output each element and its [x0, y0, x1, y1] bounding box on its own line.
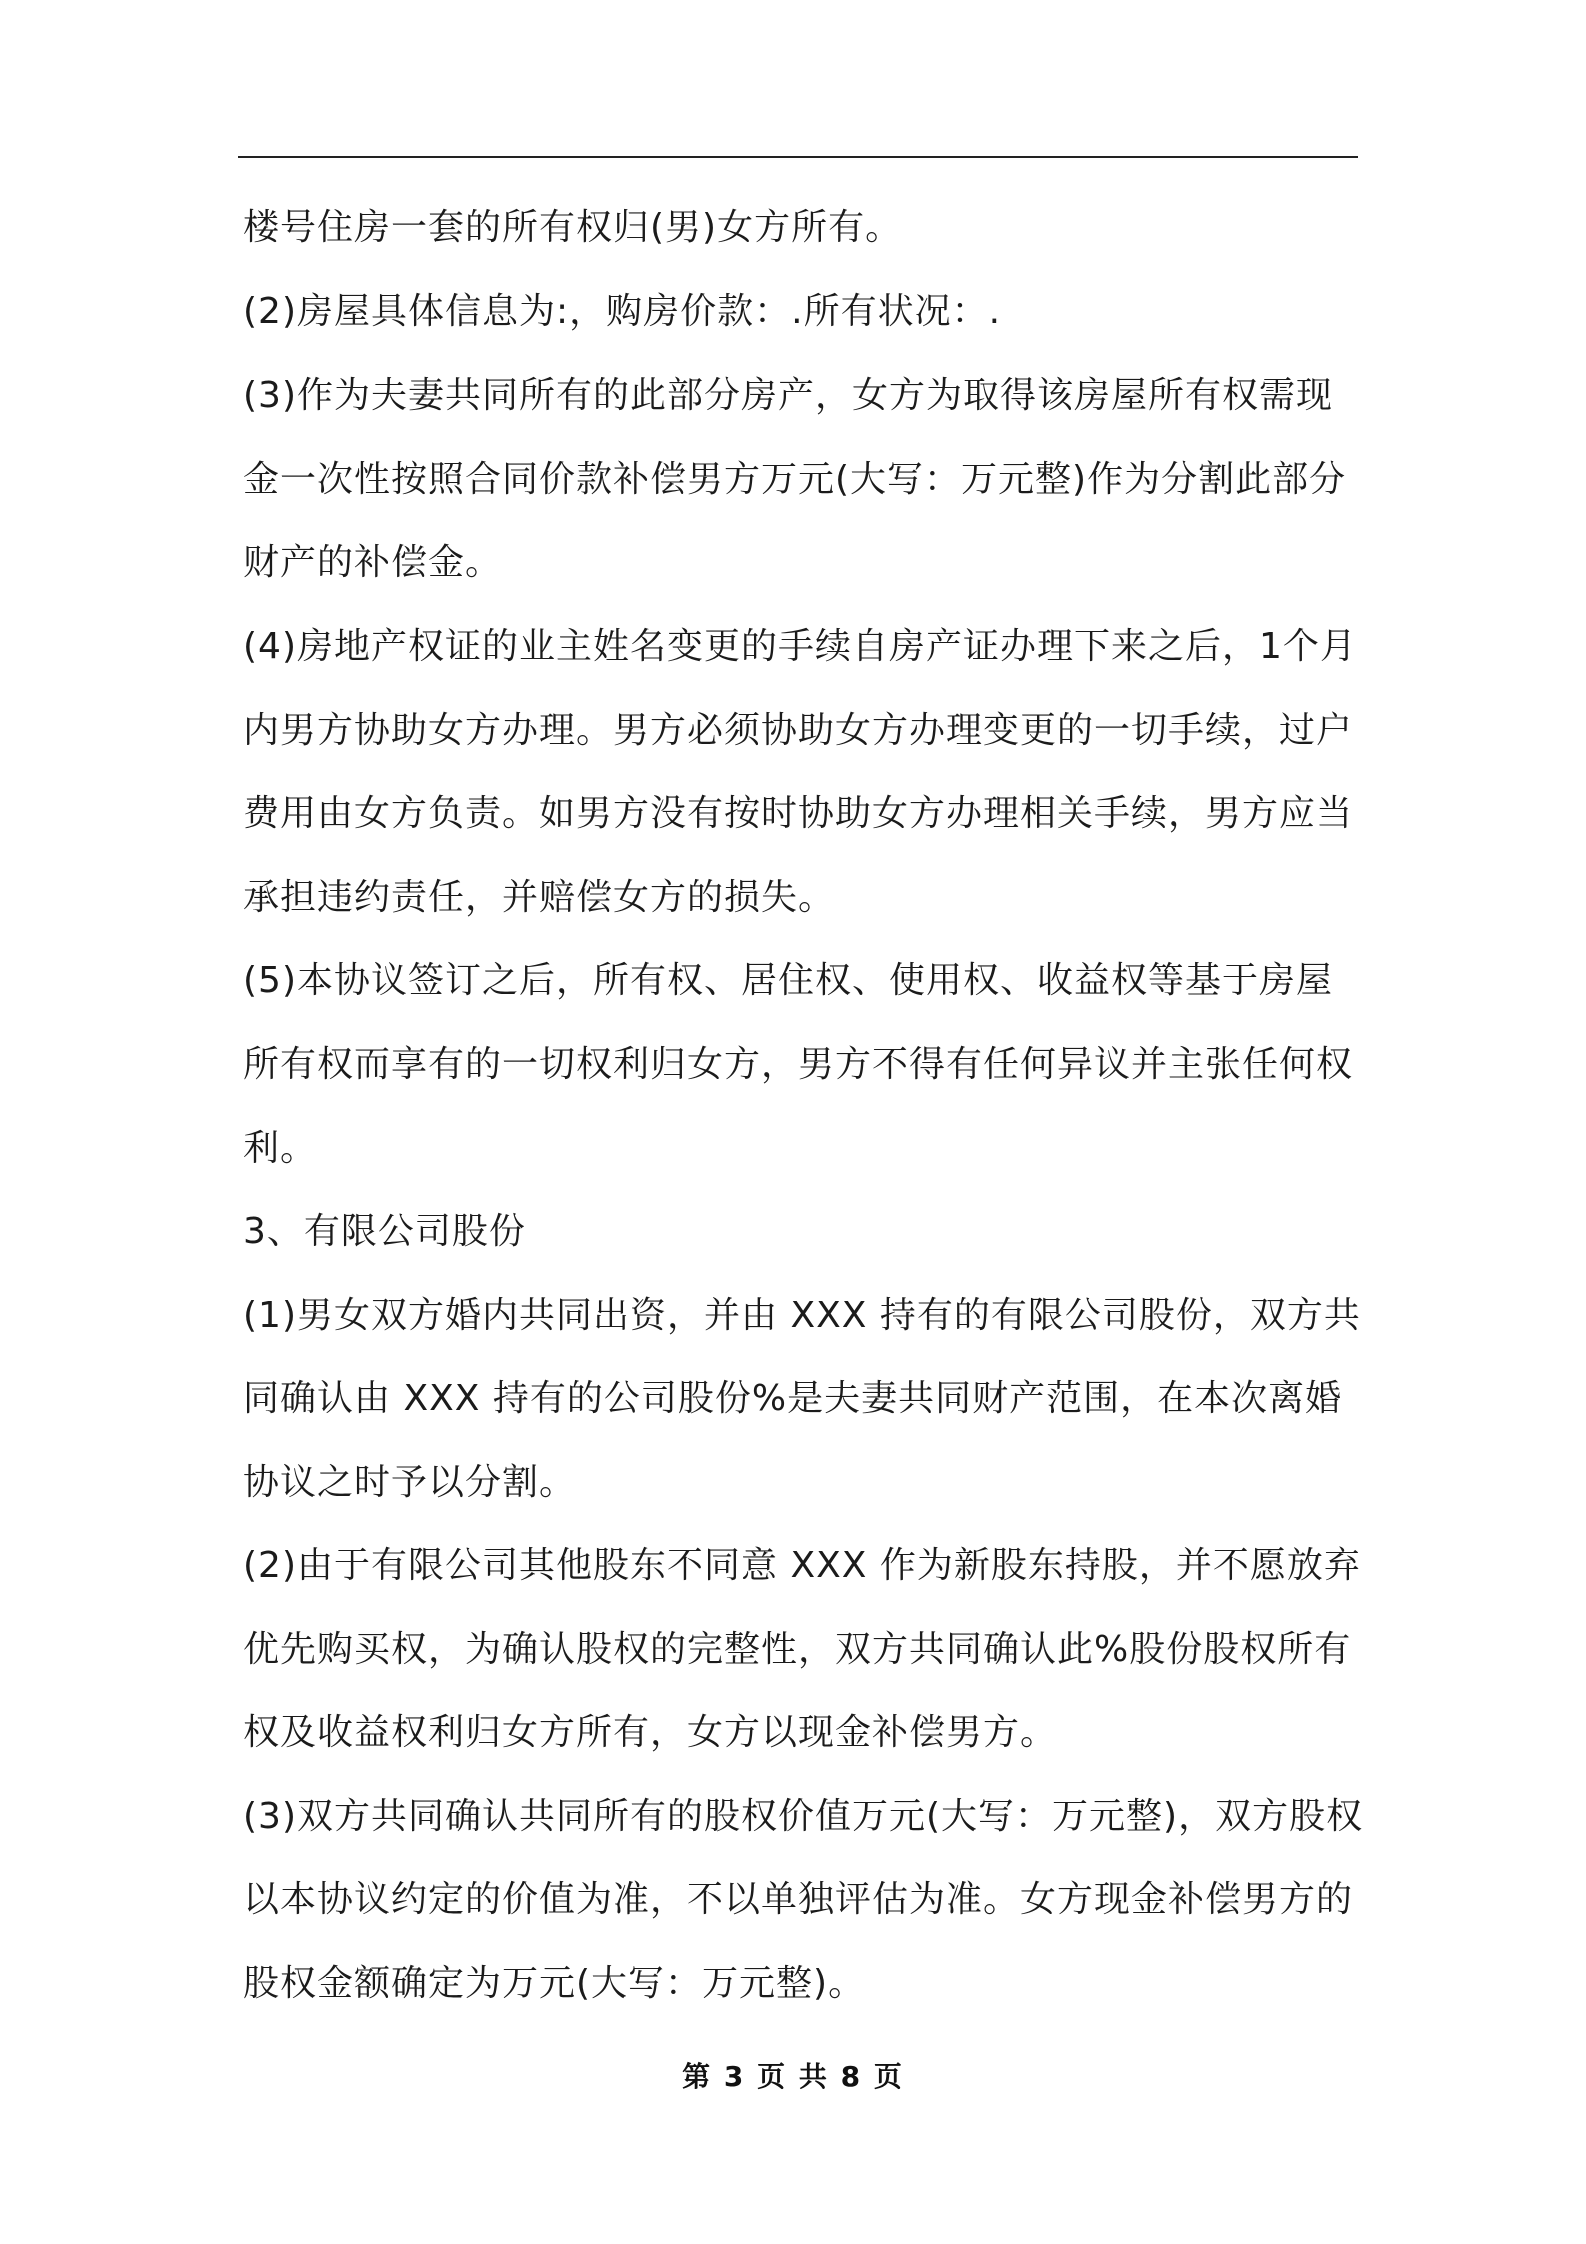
text-line: (3)作为夫妻共同所有的此部分房产，女方为取得该房屋所有权需现	[243, 375, 1333, 416]
text-line: 金一次性按照合同价款补偿男方万元(大写：万元整)作为分割此部分	[243, 459, 1347, 500]
text-line: (5)本协议签订之后，所有权、居住权、使用权、收益权等基于房屋	[243, 960, 1333, 1001]
text-line: 协议之时予以分割。	[243, 1462, 577, 1503]
text-line: 优先购买权，为确认股权的完整性，双方共同确认此%股份股权所有	[243, 1629, 1352, 1670]
text-line: (2)由于有限公司其他股东不同意 XXX 作为新股东持股，并不愿放弃	[243, 1545, 1361, 1586]
section-heading: 3、有限公司股份	[243, 1211, 526, 1252]
text-line: (3)双方共同确认共同所有的股权价值万元(大写：万元整)，双方股权	[243, 1796, 1364, 1837]
page-number: 第 3 页 共 8 页	[682, 2060, 904, 2093]
text-line: 以本协议约定的价值为准，不以单独评估为准。女方现金补偿男方的	[243, 1879, 1354, 1920]
text-line: 楼号住房一套的所有权归(男)女方所有。	[243, 207, 903, 248]
text-line: 内男方协助女方办理。男方必须协助女方办理变更的一切手续，过户	[243, 710, 1354, 751]
text-line: (2)房屋具体信息为:，购房价款：.所有状况：.	[243, 291, 1002, 332]
text-line: 财产的补偿金。	[243, 542, 503, 583]
text-line: (1)男女双方婚内共同出资，并由 XXX 持有的有限公司股份，双方共	[243, 1295, 1361, 1336]
text-line: 股权金额确定为万元(大写：万元整)。	[243, 1963, 866, 2004]
text-line: 所有权而享有的一切权利归女方，男方不得有任何异议并主张任何权	[243, 1044, 1354, 1085]
text-line: 费用由女方负责。如男方没有按时协助女方办理相关手续，男方应当	[243, 793, 1354, 834]
text-line: (4)房地产权证的业主姓名变更的手续自房产证办理下来之后，1个月	[243, 626, 1357, 667]
text-line: 利。	[243, 1128, 318, 1169]
text-line: 同确认由 XXX 持有的公司股份%是夫妻共同财产范围，在本次离婚	[243, 1378, 1343, 1419]
text-line: 承担违约责任，并赔偿女方的损失。	[243, 877, 836, 918]
header-rule	[238, 156, 1358, 158]
text-line: 权及收益权利归女方所有，女方以现金补偿男方。	[243, 1712, 1058, 1753]
